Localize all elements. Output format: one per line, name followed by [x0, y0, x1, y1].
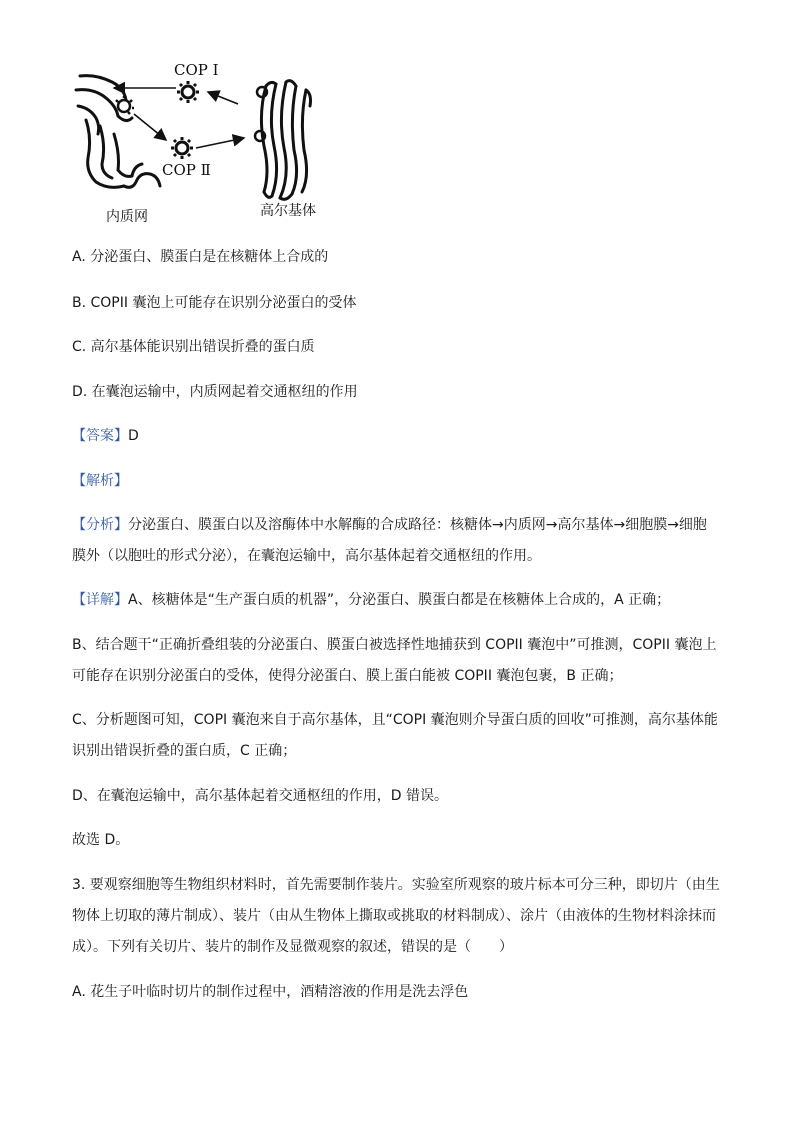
- answer-value: D: [128, 428, 139, 444]
- option-c: C. 高尔基体能识别出错误折叠的蛋白质: [72, 339, 315, 355]
- option-a: A. 分泌蛋白、膜蛋白是在核糖体上合成的: [72, 249, 329, 265]
- xiangjie-text-a: A、核糖体是“生产蛋白质的机器”，分泌蛋白、膜蛋白都是在核糖体上合成的，A 正确；: [128, 592, 671, 608]
- cop2-vesicle: [171, 137, 193, 159]
- fenxi-line-1: [72, 516, 707, 534]
- question3-line-1: 3. 要观察细胞等生物组织材料时，首先需要制作装片。实验室所观察的玻片标本可分三种，即切片（由生: [72, 877, 720, 893]
- fenxi-tag: 【分析】: [72, 517, 128, 533]
- xiangjie-line-b2: 可能存在识别分泌蛋白的受体，使得分泌蛋白、膜上蛋白能被 COPII 囊泡包裹，B 正确；: [72, 668, 623, 684]
- question3-option-a: A. 花生子叶临时切片的制作过程中，酒精溶液的作用是洗去浮色: [72, 984, 469, 1000]
- conclusion-line: 故选 D。: [72, 832, 130, 848]
- xiangjie-tag: 【详解】: [72, 592, 128, 608]
- er-label: 内质网: [106, 209, 148, 225]
- xiangjie-line-c2: 识别出错误折叠的蛋白质，C 正确；: [72, 743, 297, 759]
- option-b: B. COPII 囊泡上可能存在识别分泌蛋白的受体: [72, 295, 357, 311]
- arrow-cop2-to-golgi: [196, 138, 244, 148]
- cop2-label: COP Ⅱ: [162, 161, 211, 179]
- xiangjie-line-d: D、在囊泡运输中，高尔基体起着交通枢纽的作用，D 错误。: [72, 788, 449, 804]
- cop1-vesicle: [177, 81, 199, 103]
- er-golgi-diagram: [66, 54, 356, 229]
- fenxi-text-1: 分泌蛋白、膜蛋白以及溶酶体中水解酶的合成路径：核糖体→内质网→高尔基体→细胞膜→细胞: [128, 517, 707, 533]
- arrow-golgi-to-cop1: [208, 92, 238, 104]
- answer-tag: 【答案】: [72, 428, 128, 444]
- xiangjie-line-b1: B、结合题干“正确折叠组装的分泌蛋白、膜蛋白被选择性地捕获到 COPII 囊泡中”可推测，COPII 囊泡上: [72, 637, 717, 653]
- fenxi-line-2: 膜外（以胞吐的形式分泌），在囊泡运输中，高尔基体起着交通枢纽的作用。: [72, 548, 541, 564]
- xiangjie-line-c1: C、分析题图可知，COPI 囊泡来自于高尔基体，且“COPI 囊泡则介导蛋白质的回收”可推测，高尔基体能: [72, 712, 718, 728]
- analysis-tag: 【解析】: [72, 473, 128, 489]
- arrow-er-to-cop2: [134, 114, 166, 140]
- analysis-heading: [72, 472, 128, 490]
- answer-line: [72, 427, 139, 445]
- question3-line-2: 物体上切取的薄片制成）、装片（由从生物体上撕取或挑取的材料制成）、涂片（由液体的生物材料涂抹而: [72, 908, 716, 924]
- golgi-label: 高尔基体: [260, 203, 316, 219]
- golgi-cisternae: [261, 81, 310, 200]
- question3-line-3: 成）。下列有关切片、装片的制作及显微观察的叙述，错误的是（ ）: [72, 939, 513, 955]
- vesicle-transport-figure: [66, 54, 356, 229]
- cop1-label: COP Ⅰ: [174, 61, 219, 79]
- er-membranes: [76, 76, 160, 188]
- xiangjie-line-a: [72, 591, 670, 609]
- option-d: D. 在囊泡运输中，内质网起着交通枢纽的作用: [72, 384, 358, 400]
